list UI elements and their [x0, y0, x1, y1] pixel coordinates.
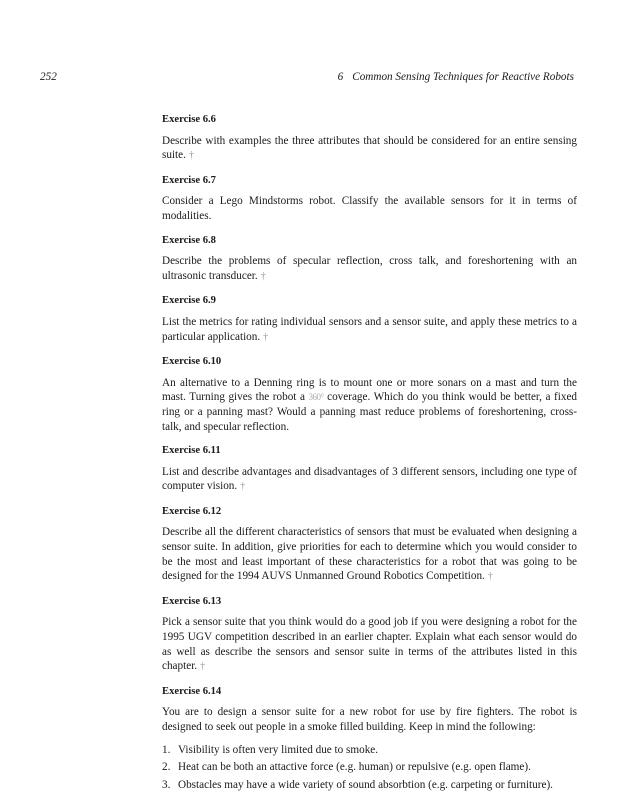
exercise-title: Exercise 6.11: [162, 445, 221, 457]
degree-value: 360°: [308, 392, 324, 403]
running-header: [0, 71, 620, 87]
list-item: 1. Visibility is often very limited due to smoke.: [162, 743, 379, 756]
exercise-title: Exercise 6.6: [162, 114, 216, 125]
exercise-body: Describe with examples the three attributes that should be considered for an entire sensing suite. †: [162, 134, 577, 162]
chapter-title: Common Sensing Techniques for Reactive Robots: [352, 71, 574, 83]
exercise-title: Exercise 6.13: [162, 595, 222, 607]
exercise-6-12: [162, 505, 577, 585]
exercise-6-14: [162, 685, 577, 793]
list-item: 2. Heat can be both an attactive force (e.g. human) or repulsive (e.g. open flame).: [162, 761, 531, 774]
exercise-title: Exercise 6.12: [162, 505, 222, 517]
dagger-icon: †: [260, 270, 266, 282]
page-number: 252: [40, 71, 57, 83]
exercise-title: Exercise 6.14: [162, 685, 222, 697]
exercise-body: You are to design a sensor suite for a new robot for use by fire fighters. The robot is designed to seek out people in a smoke filled building. Keep in mind the following:: [162, 706, 577, 733]
exercise-body: List and describe advantages and disadvantages of 3 different sensors, including one type of computer vision. †: [162, 465, 577, 493]
exercise-6-7: [162, 174, 577, 224]
exercise-title: Exercise 6.8: [162, 234, 216, 246]
dagger-icon: †: [240, 481, 246, 493]
exercise-body: Pick a sensor suite that you think would do a good job if you were designing a robot for the 1995 UGV competition described in an earlier chapter. Explain what each sensor would do as well as describe the sensors and sensor suite in terms of the attributes listed in this chapter. †: [162, 616, 577, 673]
exercise-6-8: [162, 234, 577, 285]
exercise-body: An alternative to a Denning ring is to mount one or more sonars on a mast and turn the mast. Turning gives the robot a 360° coverage. Which do you think would be better, a fixed ring or a panning mast? Would a panning mast reduce problems of foreshortening, cross-talk, and specular reflection.: [162, 376, 578, 433]
dagger-icon: †: [200, 661, 206, 673]
consideration-list: [162, 743, 577, 793]
exercise-6-11: [162, 444, 577, 495]
dagger-icon: †: [188, 150, 194, 162]
exercise-6-10: [162, 355, 577, 434]
exercise-title: Exercise 6.9: [162, 295, 216, 307]
exercise-body: Consider a Lego Mindstorms robot. Classify the available sensors for it in terms of modalities.: [162, 195, 577, 222]
exercise-6-6: [162, 113, 577, 164]
exercise-6-13: [162, 595, 577, 675]
exercise-body: List the metrics for rating individual sensors and a sensor suite, and apply these metrics to a particular application. †: [162, 315, 577, 343]
dagger-icon: †: [263, 331, 269, 343]
running-head: [338, 71, 574, 83]
dagger-icon: †: [487, 571, 493, 583]
exercise-6-9: [162, 294, 577, 345]
exercise-body: Describe the problems of specular reflection, cross talk, and foreshortening with an ultrasonic transducer. †: [162, 255, 577, 282]
exercise-list: [162, 113, 577, 802]
list-item: 3. Obstacles may have a wide variety of sound absorbtion (e.g. carpeting or furniture).: [162, 778, 553, 791]
exercise-title: Exercise 6.10: [162, 356, 222, 368]
exercise-title: Exercise 6.7: [162, 174, 216, 186]
exercise-body: Describe all the different characteristics of sensors that must be evaluated when designing a sensor suite. In addition, give priorities for each to determine which you would consider to be the most and least important of these characteristics for a robot that was going to be designed for the 1994 AUVS Unmanned Ground Robotics Competition. †: [162, 526, 577, 583]
chapter-number: 6: [337, 71, 344, 83]
